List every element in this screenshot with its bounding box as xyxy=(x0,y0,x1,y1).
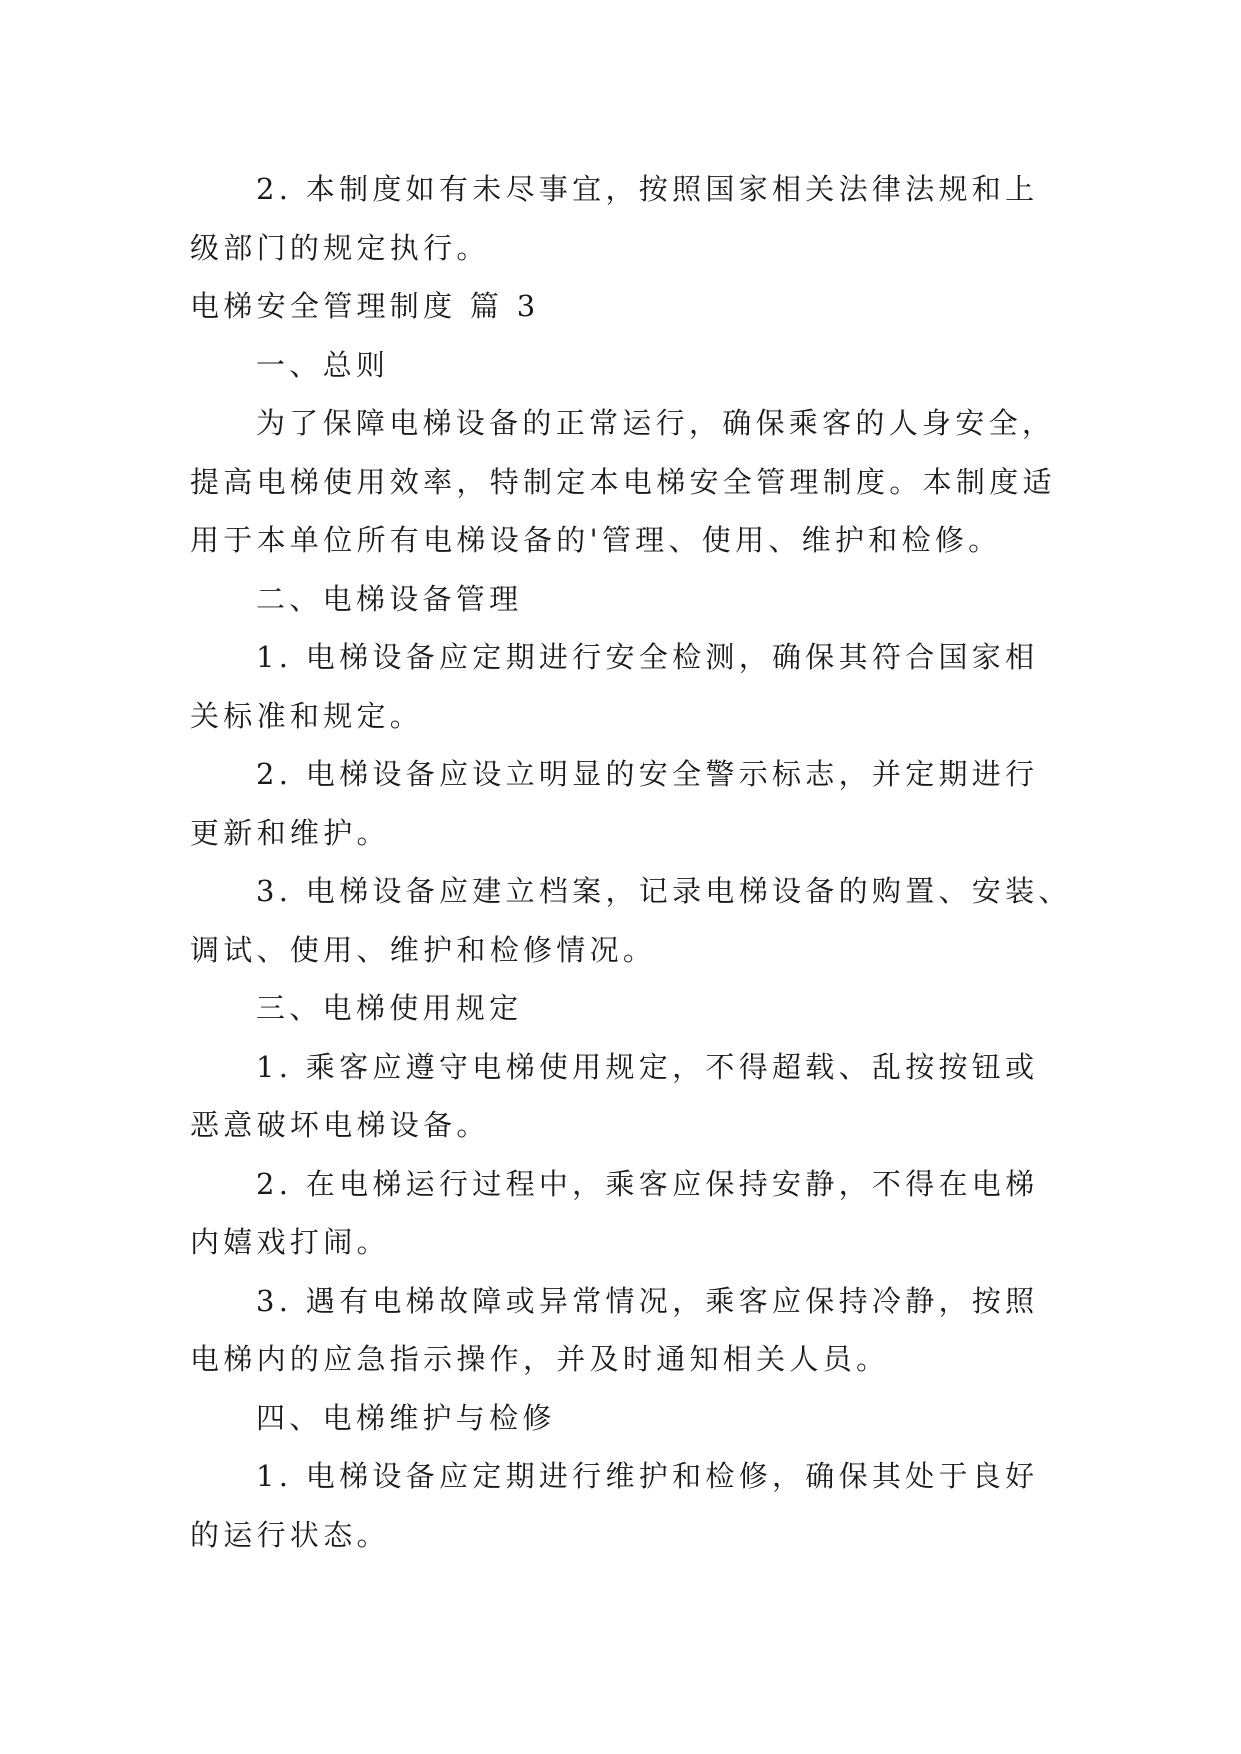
text-line: 2. 在电梯运行过程中，乘客应保持安静，不得在电梯 xyxy=(256,1166,1039,1201)
text-line: 调试、使用、维护和检修情况。 xyxy=(190,932,657,967)
text-line: 级部门的规定执行。 xyxy=(190,230,490,265)
text-line: 2. 电梯设备应设立明显的安全警示标志，并定期进行 xyxy=(256,757,1039,791)
document-body xyxy=(190,160,1070,1564)
text-line: 为了保障电梯设备的正常运行，确保乘客的人身安全， xyxy=(256,406,1056,440)
text-line: 电梯内的应急指示操作，并及时通知相关人员。 xyxy=(190,1342,890,1376)
text-line: 更新和维护。 xyxy=(190,815,390,850)
text-line: 2. 本制度如有未尽事宜，按照国家相关法律法规和上 xyxy=(256,172,1039,206)
text-line: 1. 电梯设备应定期进行维护和检修，确保其处于良好 xyxy=(256,1459,1039,1493)
text-line: 提高电梯使用效率，特制定本电梯安全管理制度。本制度适 xyxy=(190,464,1056,499)
text-line: 关标准和规定。 xyxy=(190,698,424,733)
text-line: 3. 电梯设备应建立档案，记录电梯设备的购置、安装、 xyxy=(256,874,1072,908)
section-heading: 三、电梯使用规定 xyxy=(256,991,523,1025)
section-title: 电梯安全管理制度 篇 3 xyxy=(190,289,540,323)
text-line: 3. 遇有电梯故障或异常情况，乘客应保持冷静，按照 xyxy=(256,1283,1039,1318)
text-line: 内嬉戏打闹。 xyxy=(190,1225,390,1259)
section-heading: 二、电梯设备管理 xyxy=(256,581,523,616)
text-line: 用于本单位所有电梯设备的'管理、使用、维护和检修。 xyxy=(190,523,1002,557)
text-line: 1. 乘客应遵守电梯使用规定，不得超载、乱按按钮或 xyxy=(256,1049,1039,1084)
text-line: 的运行状态。 xyxy=(190,1517,390,1552)
text-line: 恶意破坏电梯设备。 xyxy=(190,1108,490,1142)
section-heading: 四、电梯维护与检修 xyxy=(256,1400,556,1435)
section-heading: 一、总则 xyxy=(256,347,390,382)
text-line: 1. 电梯设备应定期进行安全检测，确保其符合国家相 xyxy=(256,640,1039,674)
